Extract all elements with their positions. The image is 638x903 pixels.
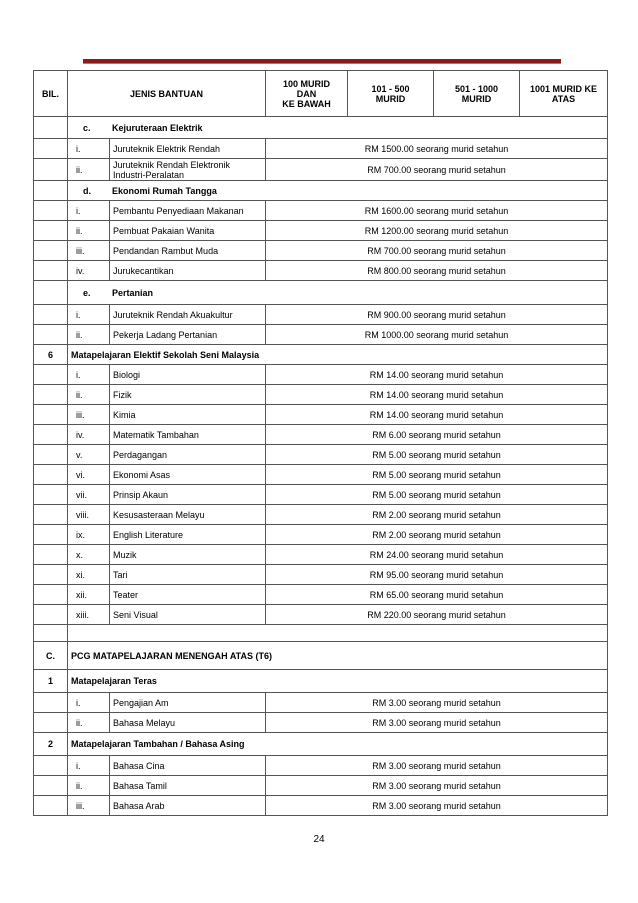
row-number: xii. [68, 585, 110, 605]
table-row [34, 485, 608, 505]
item-name: Bahasa Arab [110, 796, 266, 816]
amount-cell: RM 2.00 seorang murid setahun [266, 505, 608, 525]
item-name: Biologi [110, 365, 266, 385]
empty-cell [34, 505, 68, 525]
empty-cell [34, 385, 68, 405]
empty-cell [34, 201, 68, 221]
text-fragment: 1001 MURID KE [530, 83, 598, 94]
section-title-row [34, 733, 608, 756]
row-number: i. [68, 693, 110, 713]
top-rule [83, 59, 561, 64]
section-6-number: 6 [34, 345, 68, 365]
section-C-title: PCG MATAPELAJARAN MENENGAH ATAS (T6) [68, 642, 608, 670]
item-name: Kimia [110, 405, 266, 425]
amount-cell: RM 1600.00 seorang murid setahun [266, 201, 608, 221]
section-1-number: 1 [34, 670, 68, 693]
table-row [34, 756, 608, 776]
row-number: x. [68, 545, 110, 565]
empty-cell [34, 117, 68, 139]
item-name: Matematik Tambahan [110, 425, 266, 445]
amount-cell: RM 24.00 seorang murid setahun [266, 545, 608, 565]
section-title-row [34, 117, 608, 139]
item-name: Juruteknik Rendah Akuakultur [110, 305, 266, 325]
table-row [34, 385, 608, 405]
empty-cell [34, 525, 68, 545]
text-fragment: MURID [375, 93, 406, 104]
amount-cell: RM 3.00 seorang murid setahun [266, 796, 608, 816]
empty-cell [34, 221, 68, 241]
amount-cell: RM 6.00 seorang murid setahun [266, 425, 608, 445]
empty-cell [34, 605, 68, 625]
item-name: Ekonomi Asas [110, 465, 266, 485]
text-fragment: 100 MURID [283, 78, 331, 89]
empty-cell [34, 796, 68, 816]
section-1-title: Matapelajaran Teras [68, 670, 608, 693]
empty-cell [34, 485, 68, 505]
amount-cell: RM 5.00 seorang murid setahun [266, 445, 608, 465]
row-number: ii. [68, 713, 110, 733]
empty-cell [68, 625, 608, 642]
table-row [34, 605, 608, 625]
empty-cell [34, 241, 68, 261]
item-name: Seni Visual [110, 605, 266, 625]
row-number: i. [68, 305, 110, 325]
table-row [34, 585, 608, 605]
amount-cell: RM 700.00 seorang murid setahun [266, 159, 608, 181]
table-row [34, 365, 608, 385]
text-fragment: c. [83, 122, 91, 133]
empty-cell [34, 281, 68, 305]
row-number: i. [68, 756, 110, 776]
table-row [34, 139, 608, 159]
text-fragment: d. [83, 185, 91, 196]
amount-cell: RM 2.00 seorang murid setahun [266, 525, 608, 545]
row-number: ii. [68, 776, 110, 796]
amount-cell: RM 14.00 seorang murid setahun [266, 365, 608, 385]
row-number: i. [68, 365, 110, 385]
table-row [34, 713, 608, 733]
row-number: iv. [68, 425, 110, 445]
text-fragment: e. [83, 287, 91, 298]
text-fragment: DAN [296, 88, 317, 99]
row-number: ii. [68, 385, 110, 405]
item-name: Bahasa Tamil [110, 776, 266, 796]
item-name: Tari [110, 565, 266, 585]
item-name: Pembuat Pakaian Wanita [110, 221, 266, 241]
empty-cell [34, 181, 68, 201]
page-number: 24 [313, 834, 325, 845]
amount-cell: RM 900.00 seorang murid setahun [266, 305, 608, 325]
item-name: Perdagangan [110, 445, 266, 465]
row-number: i. [68, 139, 110, 159]
item-name: Pendandan Rambut Muda [110, 241, 266, 261]
table-row [34, 305, 608, 325]
amount-cell: RM 3.00 seorang murid setahun [266, 756, 608, 776]
amount-cell: RM 1000.00 seorang murid setahun [266, 325, 608, 345]
item-name: Juruteknik Elektrik Rendah [110, 139, 266, 159]
table-row [34, 796, 608, 816]
item-name: Prinsip Akaun [110, 485, 266, 505]
amount-cell: RM 5.00 seorang murid setahun [266, 485, 608, 505]
item-name: Juruteknik Rendah Elektronik Industri-Peralatan [110, 159, 266, 181]
section-C-number: C. [34, 642, 68, 670]
section-title-row [34, 670, 608, 693]
text-fragment: 501 - 1000 [454, 83, 499, 94]
amount-cell: RM 3.00 seorang murid setahun [266, 693, 608, 713]
blank-row [34, 625, 608, 642]
table-row [34, 325, 608, 345]
allowance-table [33, 70, 608, 816]
header-100-murid [266, 71, 348, 117]
amount-cell: RM 1200.00 seorang murid setahun [266, 221, 608, 241]
text-fragment: Kejuruteraan Elektrik [112, 122, 203, 133]
section-e-title [68, 281, 608, 305]
text-fragment: Pertanian [112, 287, 154, 298]
empty-cell [34, 713, 68, 733]
section-d-title [68, 181, 608, 201]
section-title-row [34, 345, 608, 365]
table-row [34, 505, 608, 525]
row-number: i. [68, 201, 110, 221]
row-number: xiii. [68, 605, 110, 625]
empty-cell [34, 305, 68, 325]
header-1001-ke-atas [520, 71, 608, 117]
empty-cell [34, 261, 68, 281]
table-row [34, 405, 608, 425]
empty-cell [34, 565, 68, 585]
text-fragment: MURID [461, 93, 492, 104]
table-row [34, 159, 608, 181]
empty-cell [34, 159, 68, 181]
amount-cell: RM 95.00 seorang murid setahun [266, 565, 608, 585]
item-name: Pekerja Ladang Pertanian [110, 325, 266, 345]
table-row [34, 545, 608, 565]
table-row [34, 241, 608, 261]
item-name: Bahasa Cina [110, 756, 266, 776]
item-name: Muzik [110, 545, 266, 565]
amount-cell: RM 14.00 seorang murid setahun [266, 385, 608, 405]
empty-cell [34, 585, 68, 605]
item-name: Jurukecantikan [110, 261, 266, 281]
row-number: v. [68, 445, 110, 465]
row-number: ii. [68, 325, 110, 345]
amount-cell: RM 3.00 seorang murid setahun [266, 776, 608, 796]
table-row [34, 525, 608, 545]
table-row [34, 565, 608, 585]
empty-cell [34, 425, 68, 445]
table-row [34, 465, 608, 485]
amount-cell: RM 5.00 seorang murid setahun [266, 465, 608, 485]
empty-cell [34, 545, 68, 565]
item-name: Bahasa Melayu [110, 713, 266, 733]
empty-cell [34, 625, 68, 642]
header-jenis-bantuan: JENIS BANTUAN [68, 71, 266, 117]
amount-cell: RM 14.00 seorang murid setahun [266, 405, 608, 425]
section-2-title: Matapelajaran Tambahan / Bahasa Asing [68, 733, 608, 756]
row-number: vi. [68, 465, 110, 485]
text-fragment: 101 - 500 [371, 83, 410, 94]
table-row [34, 425, 608, 445]
item-name: Fizik [110, 385, 266, 405]
table-row [34, 776, 608, 796]
row-number: ix. [68, 525, 110, 545]
empty-cell [34, 365, 68, 385]
section-title-row [34, 181, 608, 201]
item-name: Teater [110, 585, 266, 605]
section-c-title [68, 117, 608, 139]
header-row [34, 71, 608, 117]
section-title-row [34, 642, 608, 670]
row-number: xi. [68, 565, 110, 585]
table-row [34, 693, 608, 713]
table-row [34, 221, 608, 241]
header-101-500 [348, 71, 434, 117]
amount-cell: RM 220.00 seorang murid setahun [266, 605, 608, 625]
item-name: Kesusasteraan Melayu [110, 505, 266, 525]
empty-cell [34, 325, 68, 345]
table-row [34, 201, 608, 221]
row-number: iii. [68, 405, 110, 425]
row-number: iii. [68, 796, 110, 816]
text-fragment: Ekonomi Rumah Tangga [112, 185, 217, 196]
empty-cell [34, 693, 68, 713]
text-fragment: ATAS [551, 93, 576, 104]
item-name: English Literature [110, 525, 266, 545]
row-number: ii. [68, 221, 110, 241]
empty-cell [34, 776, 68, 796]
header-bil: BIL. [34, 71, 68, 117]
empty-cell [34, 445, 68, 465]
amount-cell: RM 700.00 seorang murid setahun [266, 241, 608, 261]
amount-cell: RM 800.00 seorang murid setahun [266, 261, 608, 281]
row-number: iii. [68, 241, 110, 261]
text-fragment: KE BAWAH [282, 98, 331, 109]
empty-cell [34, 756, 68, 776]
empty-cell [34, 405, 68, 425]
item-name: Pembantu Penyediaan Makanan [110, 201, 266, 221]
table-row [34, 445, 608, 465]
row-number: vii. [68, 485, 110, 505]
section-2-number: 2 [34, 733, 68, 756]
row-number: ii. [68, 159, 110, 181]
row-number: iv. [68, 261, 110, 281]
empty-cell [34, 465, 68, 485]
amount-cell: RM 65.00 seorang murid setahun [266, 585, 608, 605]
row-number: viii. [68, 505, 110, 525]
empty-cell [34, 139, 68, 159]
item-name: Pengajian Am [110, 693, 266, 713]
header-501-1000 [434, 71, 520, 117]
amount-cell: RM 1500.00 seorang murid setahun [266, 139, 608, 159]
amount-cell: RM 3.00 seorang murid setahun [266, 713, 608, 733]
section-title-row [34, 281, 608, 305]
section-6-title: Matapelajaran Elektif Sekolah Seni Malaysia [68, 345, 608, 365]
table-row [34, 261, 608, 281]
